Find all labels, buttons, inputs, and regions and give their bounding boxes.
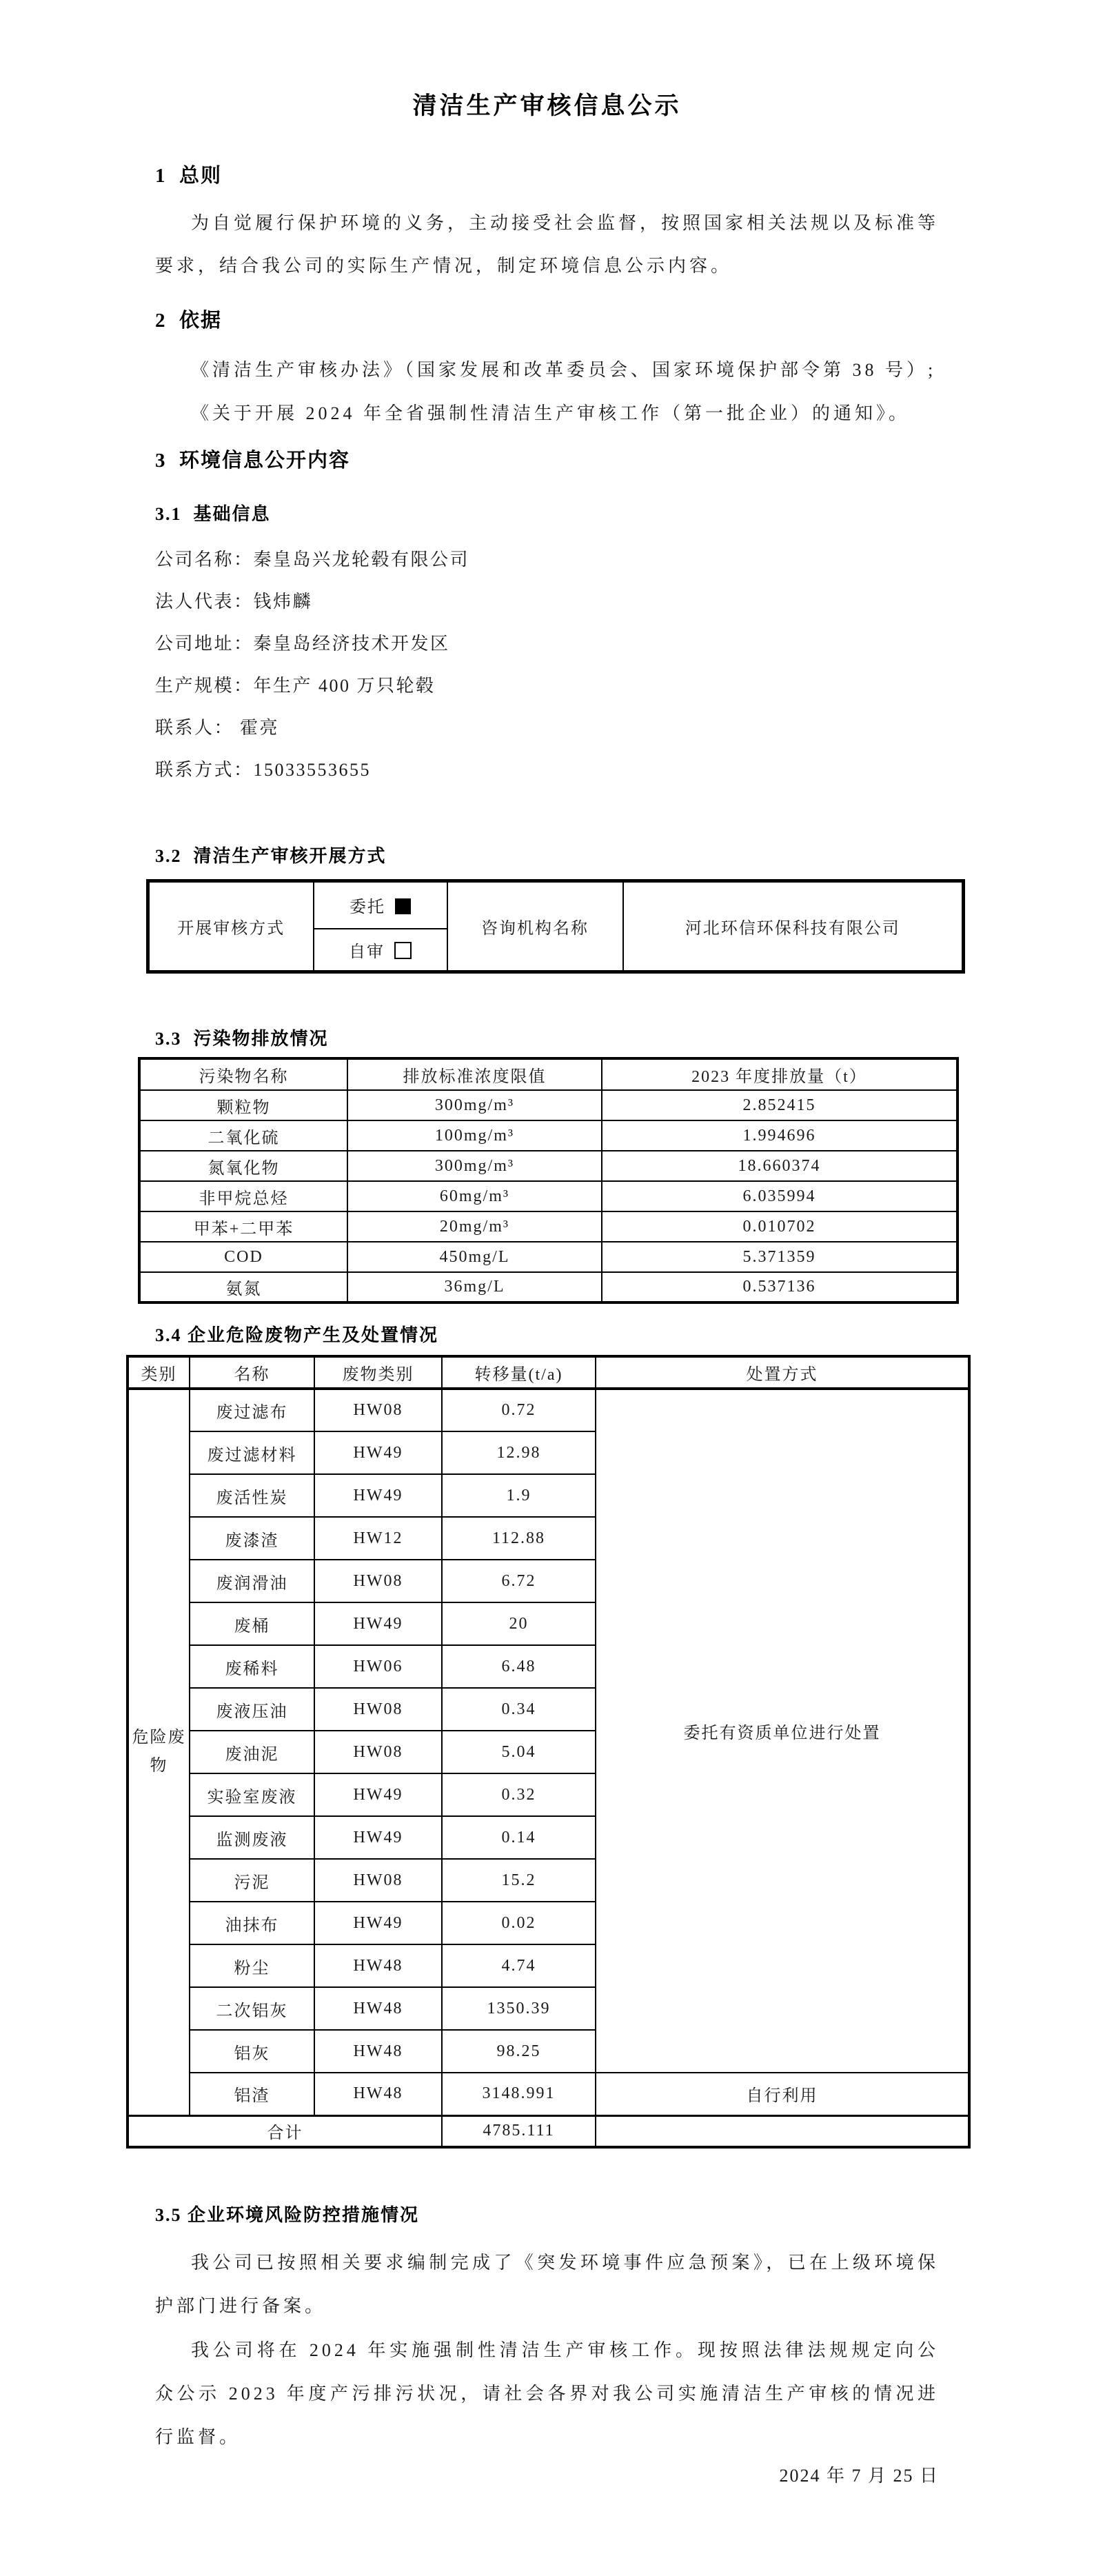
table-row [139,1181,958,1211]
pollutant-header-name: 污染物名称 [139,1058,347,1090]
waste-amount: 1.9 [442,1474,596,1517]
waste-header-code: 废物类别 [314,1356,442,1389]
table-row [139,1272,958,1302]
table-row [128,2073,969,2115]
agency-name-cell: 河北环信环保科技有限公司 [623,881,964,972]
disposal-main-cell: 委托有资质单位进行处置 [596,1389,969,2073]
waste-amount: 4.74 [442,1944,596,1987]
pollutant-limit: 20mg/m³ [347,1211,602,1242]
waste-amount: 112.88 [442,1517,596,1560]
waste-code: HW49 [314,1816,442,1859]
pollutant-header-amount: 2023 年度排放量（t） [602,1058,958,1090]
general-paragraph: 为自觉履行保护环境的义务，主动接受社会监督，按照国家相关法规以及标准等要求，结合我公司的实际生产情况，制定环境信息公示内容。 [155,213,940,276]
waste-header-amount: 转移量(t/a) [442,1356,596,1389]
waste-name: 实验室废液 [190,1773,314,1816]
heading-section-3-2: 3.2 清洁生产审核开展方式 [155,846,387,866]
audit-method-label-cell: 开展审核方式 [148,881,314,972]
waste-total-row [128,2115,969,2147]
waste-header-name: 名称 [190,1356,314,1389]
company-address-field [155,630,450,655]
pollutant-name: 非甲烷总烃 [139,1181,347,1211]
basis-item-2: 《关于开展 2024 年全省强制性清洁生产审核工作（第一批企业）的通知》。 [191,403,911,423]
waste-code: HW08 [314,1389,442,1431]
waste-name: 废漆渣 [190,1517,314,1560]
production-scale-label: 生产规模： [155,676,254,696]
disposal-self-cell: 自行利用 [596,2073,969,2115]
risk-control-paragraph-1: 我公司已按照相关要求编制完成了《突发环境事件应急预案》，已在上级环境保护部门进行备案。 [155,2253,939,2316]
pollutant-limit: 100mg/m³ [347,1120,602,1151]
waste-code: HW08 [314,1560,442,1602]
waste-code: HW49 [314,1474,442,1517]
waste-amount: 12.98 [442,1431,596,1474]
entrust-checkbox-checked-icon [395,898,411,914]
agency-label-cell: 咨询机构名称 [447,881,623,972]
total-disposal-cell [596,2115,969,2147]
waste-amount: 0.02 [442,1902,596,1944]
self-audit-checkbox-unchecked-icon [394,942,412,959]
contact-person-label: 联系人： [155,718,234,738]
pollutant-name: 二氧化硫 [139,1120,347,1151]
waste-name: 废润滑油 [190,1560,314,1602]
pollutant-limit: 300mg/m³ [347,1151,602,1181]
waste-code: HW48 [314,1944,442,1987]
total-amount-cell: 4785.111 [442,2115,596,2147]
heading-section-3-4: 3.4 企业危险废物产生及处置情况 [155,1325,439,1345]
waste-name: 油抹布 [190,1902,314,1944]
waste-code: HW08 [314,1859,442,1902]
waste-amount: 0.14 [442,1816,596,1859]
page-title: 清洁生产审核信息公示 [412,92,682,119]
pollutant-name: 颗粒物 [139,1090,347,1120]
waste-amount: 20 [442,1602,596,1645]
waste-header-row [128,1356,969,1389]
waste-amount: 0.72 [442,1389,596,1431]
waste-code: HW49 [314,1431,442,1474]
contact-phone-field [155,756,371,781]
table-row [139,1242,958,1272]
waste-header-disposal: 处置方式 [596,1356,969,1389]
heading-section-1: 1 总则 [155,165,223,187]
pollutant-header-limit: 排放标准浓度限值 [347,1058,602,1090]
legal-rep-field [155,587,312,613]
pollutant-limit: 60mg/m³ [347,1181,602,1211]
pollutant-header-row [139,1058,958,1090]
heading-section-3-5: 3.5 企业环境风险防控措施情况 [155,2205,420,2225]
pollutant-name: 甲苯+二甲苯 [139,1211,347,1242]
waste-code: HW48 [314,1987,442,2030]
waste-amount: 6.48 [442,1645,596,1688]
waste-code: HW08 [314,1731,442,1773]
pollutant-limit: 36mg/L [347,1272,602,1302]
hazardous-waste-table [126,1355,971,2149]
pollutant-amount: 6.035994 [602,1181,958,1211]
pollutant-amount: 2.852415 [602,1090,958,1120]
company-name-field [155,545,469,571]
heading-section-3-1: 3.1 基础信息 [155,504,271,524]
pollutant-amount: 1.994696 [602,1120,958,1151]
waste-amount: 3148.991 [442,2073,596,2115]
waste-name: 废桶 [190,1602,314,1645]
table-row [139,1151,958,1181]
pollutant-name: COD [139,1242,347,1272]
waste-name: 二次铝灰 [190,1987,314,2030]
document-date: 2024 年 7 月 25 日 [779,2466,939,2486]
pollutant-limit: 300mg/m³ [347,1090,602,1120]
entrust-option-cell [314,881,447,929]
table-row [139,1090,958,1120]
waste-amount: 0.32 [442,1773,596,1816]
pollutant-amount: 5.371359 [602,1242,958,1272]
company-address-label: 公司地址： [155,634,254,654]
table-row [139,1211,958,1242]
company-name-value: 秦皇岛兴龙轮毂有限公司 [253,550,470,570]
waste-name: 废稀料 [190,1645,314,1688]
waste-code: HW48 [314,2073,442,2115]
waste-amount: 5.04 [442,1731,596,1773]
pollutant-amount: 18.660374 [602,1151,958,1181]
company-name-label: 公司名称： [155,550,254,570]
legal-rep-value: 钱炜麟 [253,592,313,612]
heading-section-2: 2 依据 [155,310,223,332]
waste-name: 铝灰 [190,2030,314,2073]
waste-name: 污泥 [190,1859,314,1902]
waste-code: HW12 [314,1517,442,1560]
table-row [139,1120,958,1151]
waste-code: HW49 [314,1773,442,1816]
waste-name: 废液压油 [190,1688,314,1731]
waste-name: 废活性炭 [190,1474,314,1517]
waste-amount: 15.2 [442,1859,596,1902]
waste-code: HW49 [314,1602,442,1645]
total-label-cell: 合计 [128,2115,442,2147]
pollutant-table [138,1057,959,1304]
waste-code: HW48 [314,2030,442,2073]
production-scale-value: 年生产 400 万只轮毂 [253,676,436,696]
self-audit-option-label: 自审 [349,943,385,961]
waste-code: HW06 [314,1645,442,1688]
waste-amount: 1350.39 [442,1987,596,2030]
production-scale-field [155,672,436,697]
waste-name: 监测废液 [190,1816,314,1859]
legal-rep-label: 法人代表： [155,592,254,612]
waste-header-category: 类别 [128,1356,190,1389]
waste-amount: 6.72 [442,1560,596,1602]
pollutant-name: 氮氧化物 [139,1151,347,1181]
pollutant-amount: 0.537136 [602,1272,958,1302]
contact-person-field [155,714,279,739]
heading-section-3: 3 环境信息公开内容 [155,450,351,472]
waste-category-cell: 危险废物 [128,1389,190,2115]
waste-code: HW49 [314,1902,442,1944]
contact-phone-label: 联系方式： [155,760,254,780]
waste-name: 废油泥 [190,1731,314,1773]
waste-name: 粉尘 [190,1944,314,1987]
waste-amount: 0.34 [442,1688,596,1731]
heading-section-3-3: 3.3 污染物排放情况 [155,1029,329,1049]
table-row [128,1389,969,1431]
waste-name: 铝渣 [190,2073,314,2115]
company-address-value: 秦皇岛经济技术开发区 [253,634,450,654]
contact-person-value: 霍亮 [234,718,280,738]
waste-code: HW08 [314,1688,442,1731]
audit-method-table [146,879,965,974]
basis-item-1: 《清洁生产审核办法》（国家发展和改革委员会、国家环境保护部令第 38 号）; [191,360,937,380]
entrust-option-label: 委托 [350,898,385,917]
pollutant-amount: 0.010702 [602,1211,958,1242]
waste-name: 废过滤布 [190,1389,314,1431]
contact-phone-value: 15033553655 [253,760,372,780]
risk-control-paragraph-2: 我公司将在 2024 年实施强制性清洁生产审核工作。现按照法律法规规定向公众公示 2023 年度产污排污状况，请社会各界对我公司实施清洁生产审核的情况进行监督。 [155,2340,939,2447]
waste-amount: 98.25 [442,2030,596,2073]
pollutant-limit: 450mg/L [347,1242,602,1272]
self-audit-option-cell [314,929,447,972]
pollutant-name: 氨氮 [139,1272,347,1302]
waste-name: 废过滤材料 [190,1431,314,1474]
